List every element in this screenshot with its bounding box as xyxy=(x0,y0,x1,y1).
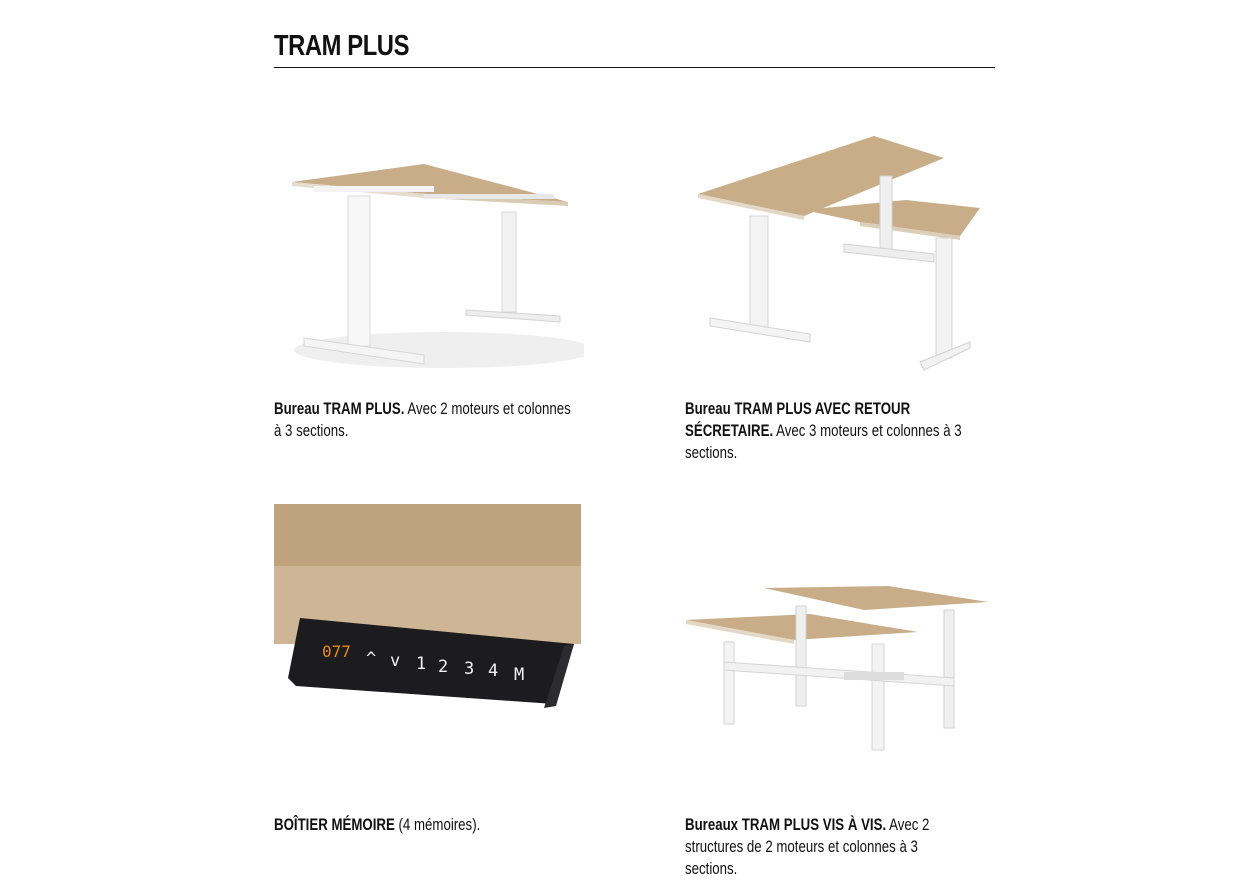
memory-2-key[interactable]: 2 xyxy=(438,657,449,677)
page-title: TRAM PLUS xyxy=(274,30,410,62)
bench-desk-image xyxy=(684,582,990,756)
up-key-icon[interactable]: ^ xyxy=(366,649,377,669)
caption-bench-desk: Bureaux TRAM PLUS VIS À VIS. Avec 2 structures de 2 moteurs et colonnes à 3 sections. xyxy=(685,815,930,878)
down-key-icon[interactable]: v xyxy=(390,651,401,671)
control-box-image xyxy=(274,504,581,716)
title-rule xyxy=(274,67,995,68)
caption-control-box: BOÎTIER MÉMOIRE (4 mémoires). xyxy=(274,815,481,834)
memory-3-key[interactable]: 3 xyxy=(464,659,475,679)
memory-set-key[interactable]: M xyxy=(514,665,525,685)
memory-1-key[interactable]: 1 xyxy=(416,654,427,674)
display-readout: 077 xyxy=(322,642,351,661)
memory-4-key[interactable]: 4 xyxy=(488,661,499,681)
caption-desk-return: Bureau TRAM PLUS AVEC RETOUR SÉCRETAIRE. Avec 3 moteurs et colonnes à 3 sections. xyxy=(685,399,962,462)
desk-return-image xyxy=(684,130,984,378)
caption-desk: Bureau TRAM PLUS. Avec 2 moteurs et colonnes à 3 sections. xyxy=(274,399,571,440)
desk-image xyxy=(274,150,584,372)
